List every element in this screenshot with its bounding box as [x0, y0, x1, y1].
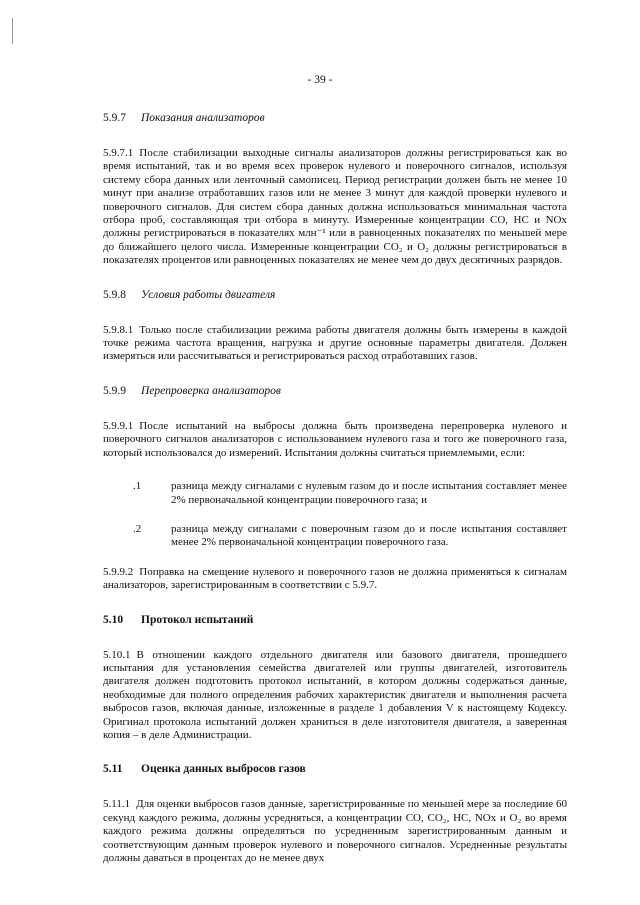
list-item [103, 480, 567, 507]
section-title: Условия работы двигателя [141, 288, 276, 301]
page-content [103, 111, 567, 885]
paragraph-number: 5.10.1 [103, 648, 131, 661]
list-item-text: разница между сигналами с нулевым газом до и после испытания составляет менее 2% первоначальной концентрации поверочного газа; и [171, 480, 567, 506]
section-heading-5-9-7 [103, 111, 567, 125]
paragraph-5-10-1 [103, 649, 567, 743]
paragraph-text: В отношении каждого отдельного двигателя или базового двигателя, прошедшего испытания для установления семейства двигателей или группы двигателей, изготовитель двигателя должен подготовить протокол испытаний, в котором должны содержаться данные, необходимые для полного определения рабочих характеристик двигателя и выполнения расчета выбросов газов, включая данные, изложенные в разделе 1 добавления V к настоящему Кодексу. Оригинал протокола испытаний должен храниться в деле изготовителя двигателя, а заверенная копия – в деле Администрации. [103, 648, 567, 741]
section-heading-5-9-8 [103, 288, 567, 302]
paragraph-5-9-7-1 [103, 147, 567, 268]
paragraph-number: 5.11.1 [103, 798, 131, 811]
section-number: 5.9.8 [103, 288, 126, 301]
list-item-number: .2 [133, 522, 142, 535]
paragraph-5-9-8-1 [103, 324, 567, 364]
paragraph-text: Для оценки выбросов газов данные, зарегистрированные по меньшей мере за последние 60 секунд каждого режима, должны усредняться, а концентрации CO, CO₂, HC, NOx и O₂ во время каждого режима должны определяться по усредненным зарегистрированным данным и соответствующим данным проверок нулевого и поверочного сигналов. Усредненные результаты должны даваться в процентах до не менее двух [103, 798, 567, 864]
paragraph-5-9-9-2 [103, 566, 567, 593]
paragraph-text: Только после стабилизации режима работы двигателя должны быть измерены в каждой точке режима частота вращения, нагрузка и другие основные параметры двигателя. Должен измеряться или рассчитываться и регистрироваться расход отработавших газов. [103, 323, 567, 363]
paragraph-number: 5.9.7.1 [103, 147, 134, 159]
section-number: 5.9.9 [103, 384, 126, 397]
paragraph-number: 5.9.8.1 [103, 323, 134, 336]
paragraph-text: Поправка на смещение нулевого и поверочного газов не должна применяться к сигналам анализаторов, зарегистрированным в соответствии с 5.9.7. [103, 565, 567, 592]
page-number: - 39 - [307, 74, 333, 86]
paragraph-5-11-1 [103, 798, 567, 865]
list-item-number: .1 [133, 480, 142, 493]
paragraph-number: 5.9.9.1 [103, 419, 134, 432]
paragraph-text: После испытаний на выбросы должна быть произведена перепроверка нулевого и поверочного сигналов анализаторов с использованием нулевого газа и того же поверочного газа, который использовался до измерений. Испытания должны считаться приемлемыми, если: [103, 419, 567, 459]
section-title: Оценка данных выбросов газов [141, 763, 306, 776]
section-title: Протокол испытаний [141, 613, 254, 626]
section-number: 5.9.7 [103, 112, 126, 124]
section-heading-5-10 [103, 613, 567, 627]
section-number: 5.10 [103, 613, 124, 626]
paragraph-5-9-9-1 [103, 420, 567, 460]
section-title: Показания анализаторов [141, 112, 265, 124]
section-heading-5-11 [103, 762, 567, 776]
scan-edge-mark [12, 18, 13, 44]
section-number: 5.11 [103, 763, 123, 776]
section-heading-5-9-9 [103, 384, 567, 398]
paragraph-text: После стабилизации выходные сигналы анализаторов должны регистрироваться как во время испытаний, так и во время всех проверок нулевого и поверочного сигналов, используя систему сбора данных или ленточный самописец. Период регистрации должен быть не менее 10 минут при анализе отработавших газов или не менее 3 минут для каждой проверки нулевого и поверочного сигналов. Для систем сбора данных должна использоваться минимальная частота отбора проб, составляющая три отбора в минуту. Измеренные концентрации CO, HC и NOx должны регистрироваться в показателях млн⁻¹ или в равноценных показателях по меньшей мере до ближайшего целого числа. Измеренные концентрации CO₂ и O₂ должны регистрироваться в показателях процентов или равноценных показателях не менее чем до двух десятичных разрядов. [103, 147, 567, 267]
paragraph-number: 5.9.9.2 [103, 565, 134, 578]
list-item-text: разница между сигналами с поверочным газом до и после испытания составляет менее 2% первоначальной концентрации поверочного газа. [171, 522, 567, 549]
section-title: Перепроверка анализаторов [141, 384, 281, 397]
list-item [103, 523, 567, 550]
